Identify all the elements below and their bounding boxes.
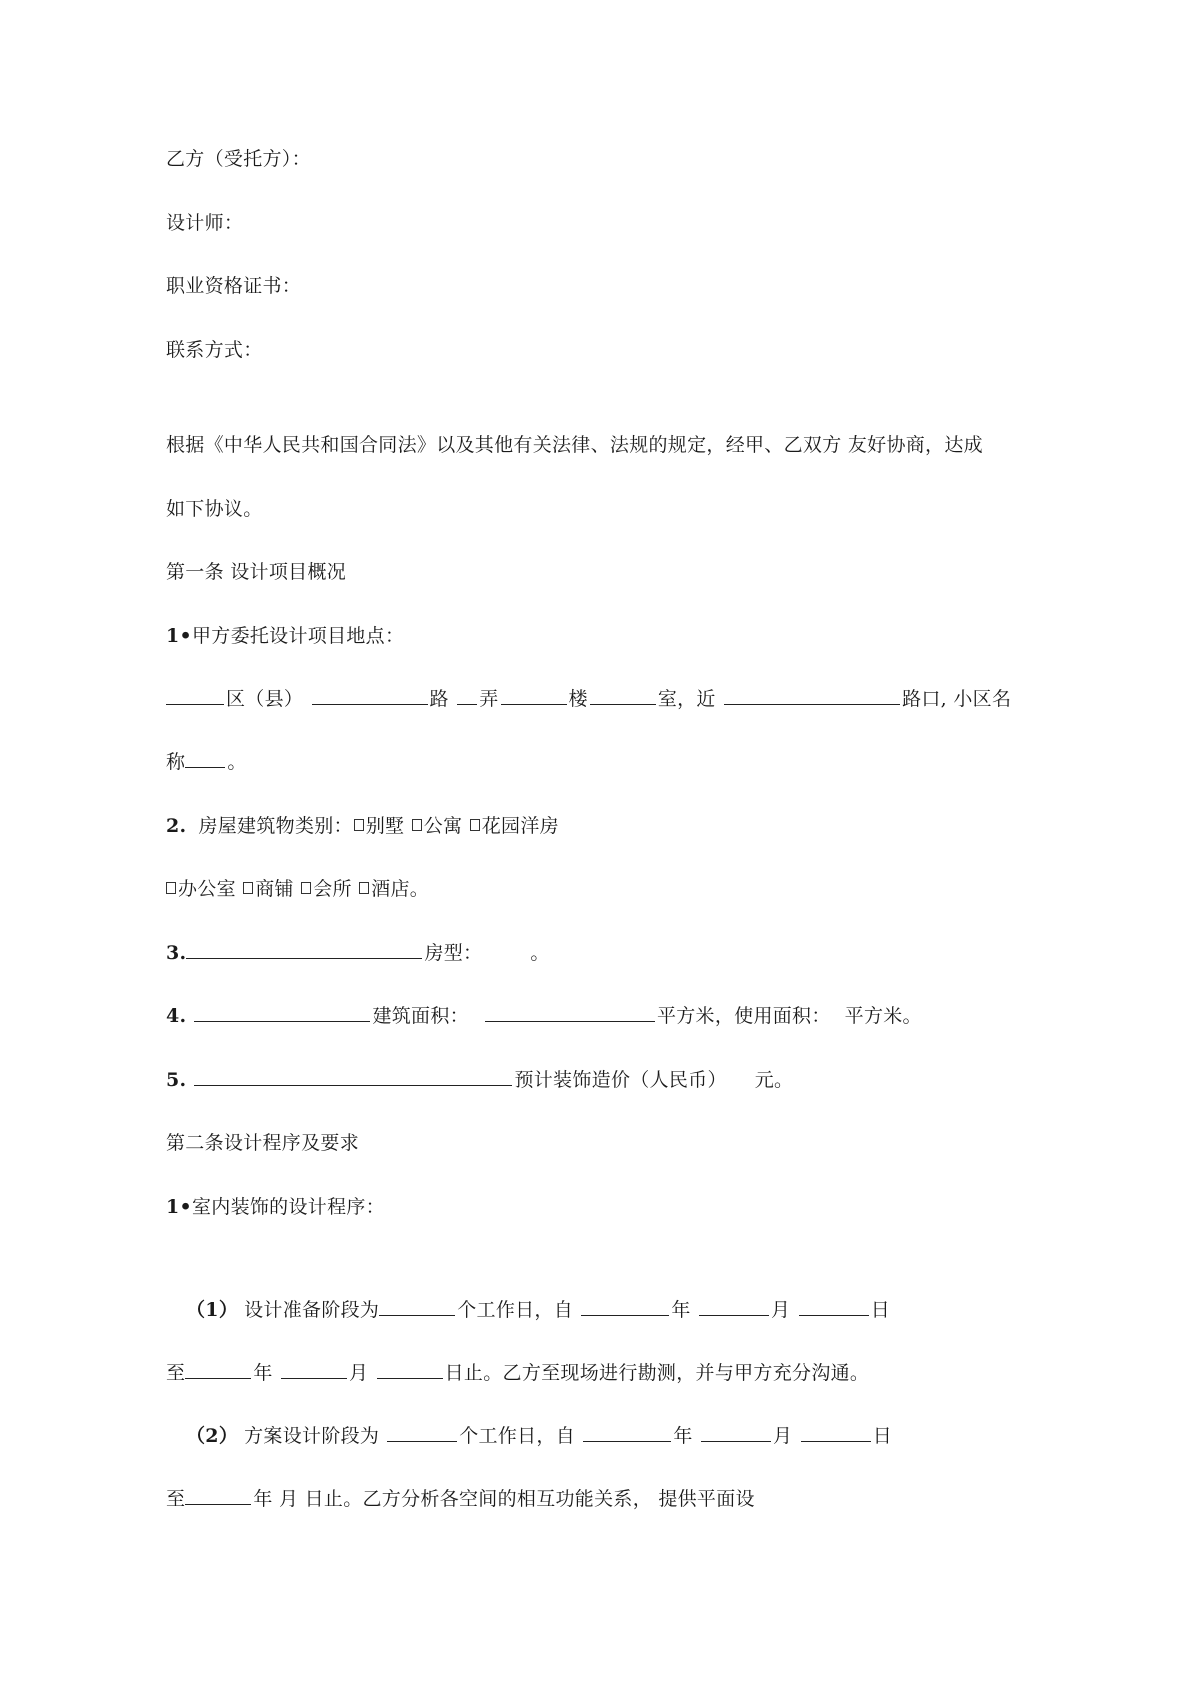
area-blank-1[interactable] — [194, 1003, 370, 1022]
area-blank-2[interactable] — [485, 1003, 655, 1022]
stage-2-days-blank[interactable] — [387, 1423, 457, 1442]
article-1-item-5 — [166, 1067, 793, 1093]
junction-label: 路口, 小区名 — [902, 688, 1012, 710]
address-line — [166, 686, 1011, 712]
day-label: 日 — [872, 1425, 893, 1447]
option-villa: 别墅 — [365, 815, 405, 837]
community-name-blank[interactable] — [185, 749, 225, 768]
cost-unit: 元。 — [754, 1069, 794, 1091]
option-shop: 商铺 — [255, 878, 294, 900]
article-2-title: 第二条设计程序及要求 — [166, 1132, 360, 1154]
checkbox-apartment[interactable] — [412, 819, 422, 831]
name-label: 称 — [166, 751, 186, 773]
month-label: 月 — [348, 1362, 369, 1384]
stage-1-days-blank[interactable] — [379, 1297, 455, 1316]
building-label: 楼 — [568, 688, 588, 710]
room-blank[interactable] — [590, 686, 656, 705]
house-type-label: 房型： — [424, 942, 483, 964]
lane-blank[interactable] — [457, 686, 477, 705]
designer-label: 设计师： — [166, 212, 244, 234]
contact-label: 联系方式： — [166, 339, 263, 361]
checkbox-villa[interactable] — [354, 819, 364, 831]
item-number: 4. — [166, 1005, 187, 1027]
stage-1-end-day-blank[interactable] — [377, 1360, 443, 1379]
usable-area-label: 平方米，使用面积： — [656, 1005, 831, 1027]
article-1-title: 第一条 设计项目概况 — [166, 561, 347, 583]
option-office: 办公室 — [178, 878, 236, 900]
cost-label: 预计装饰造价（人民币） — [514, 1069, 727, 1091]
article-1-item-2 — [166, 813, 559, 839]
article-1-item-4 — [166, 1003, 922, 1029]
stage-label: 设计准备阶段为 — [244, 1299, 380, 1321]
house-type-blank[interactable] — [186, 940, 422, 959]
checkbox-club[interactable] — [301, 882, 311, 894]
day-label: 日 — [870, 1299, 891, 1321]
to-label: 至 — [166, 1488, 186, 1510]
road-blank[interactable] — [312, 686, 428, 705]
option-club: 会所 — [313, 878, 352, 900]
building-blank[interactable] — [501, 686, 567, 705]
item-text: 室内装饰的设计程序： — [191, 1196, 385, 1218]
month-label: 月 — [771, 1299, 791, 1321]
party-b-label: 乙方（受托方）： — [166, 148, 311, 170]
junction-blank[interactable] — [724, 686, 900, 705]
cost-blank[interactable] — [194, 1067, 512, 1086]
checkbox-garden-house[interactable] — [470, 819, 480, 831]
preamble-line-2: 如下协议。 — [166, 498, 263, 520]
stage-number: （2） — [186, 1425, 239, 1447]
item-number: 2. — [166, 815, 187, 837]
stage-label: 方案设计阶段为 — [244, 1425, 380, 1447]
month-label: 月 — [773, 1425, 793, 1447]
certificate-label: 职业资格证书： — [166, 275, 302, 297]
stage-2-end-text: 年 月 日止。乙方分析各空间的相互功能关系， 提供平面设 — [253, 1488, 755, 1510]
item-text: 甲方委托设计项目地点： — [191, 625, 405, 647]
building-area-label: 建筑面积： — [372, 1005, 469, 1027]
item-number: 1• — [166, 1196, 192, 1218]
year-label: 年 — [253, 1362, 273, 1384]
stage-1-end-text: 日止。乙方至现场进行勘测，并与甲方充分沟通。 — [444, 1362, 870, 1384]
to-label: 至 — [166, 1362, 186, 1384]
house-type-end: 。 — [530, 942, 550, 964]
option-hotel: 酒店。 — [371, 878, 430, 900]
stage-days: 个工作日，自 — [457, 1299, 574, 1321]
building-type-row-2 — [166, 876, 429, 902]
stage-1-start-year-blank[interactable] — [581, 1297, 669, 1316]
stage-1-start-day-blank[interactable] — [799, 1297, 869, 1316]
stage-2-line-1 — [186, 1423, 892, 1449]
article-2-item-1 — [166, 1194, 385, 1220]
checkbox-shop[interactable] — [243, 882, 253, 894]
district-label: 区（县） — [226, 688, 304, 710]
preamble-line-1: 根据《中华人民共和国合同法》以及其他有关法律、法规的规定，经甲、乙双方 友好协商，达成 — [166, 434, 983, 456]
option-apartment: 公寓 — [423, 815, 463, 837]
item-number: 5. — [166, 1069, 187, 1091]
item-number: 1• — [166, 625, 192, 647]
article-1-item-1 — [166, 623, 404, 649]
stage-1-line-2 — [166, 1360, 869, 1386]
stage-2-end-year-blank[interactable] — [185, 1486, 251, 1505]
stage-1-line-1 — [186, 1297, 890, 1323]
building-type-label: 房屋建筑物类别： — [198, 815, 353, 837]
lane-label: 弄 — [479, 688, 499, 710]
stage-2-start-year-blank[interactable] — [583, 1423, 671, 1442]
stage-days: 个工作日，自 — [459, 1425, 576, 1447]
room-label: 室，近 — [657, 688, 716, 710]
district-blank[interactable] — [166, 686, 224, 705]
checkbox-hotel[interactable] — [359, 882, 369, 894]
stage-2-start-month-blank[interactable] — [701, 1423, 771, 1442]
road-label: 路 — [429, 688, 449, 710]
stage-1-start-month-blank[interactable] — [699, 1297, 769, 1316]
article-1-item-3 — [166, 940, 550, 966]
option-garden-house: 花园洋房 — [481, 815, 559, 837]
stage-1-end-year-blank[interactable] — [185, 1360, 251, 1379]
stage-number: （1） — [186, 1299, 239, 1321]
stage-2-line-2 — [166, 1486, 755, 1512]
year-label: 年 — [671, 1299, 691, 1321]
item-number: 3. — [166, 942, 187, 964]
stage-2-start-day-blank[interactable] — [801, 1423, 871, 1442]
checkbox-office[interactable] — [166, 882, 176, 894]
area-unit: 平方米。 — [844, 1005, 922, 1027]
year-label: 年 — [673, 1425, 693, 1447]
community-name-line — [166, 749, 247, 775]
stage-1-end-month-blank[interactable] — [281, 1360, 347, 1379]
name-end: 。 — [227, 751, 247, 773]
